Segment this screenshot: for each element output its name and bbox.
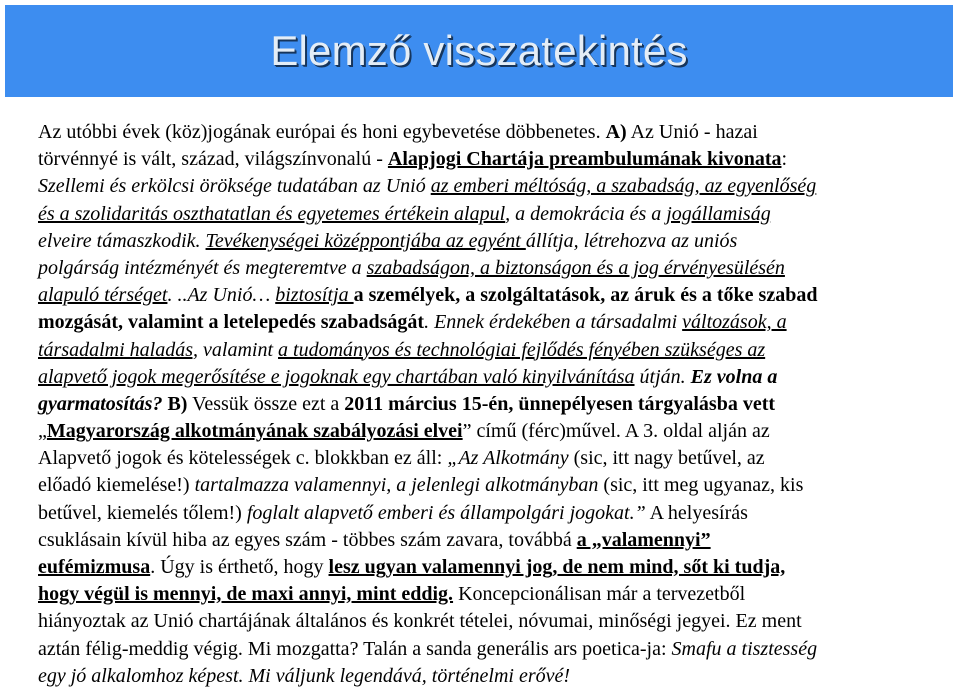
text-segment: Szellemi és erkölcsi öröksége tudatában az Unió: [38, 175, 431, 198]
text-segment: szabadságon, a biztonságon és a jog érvényesülésén: [366, 256, 785, 279]
text-segment: , a demokrácia és a: [505, 202, 667, 225]
text-segment: „Az Alkotmány: [447, 447, 569, 470]
text-line: [38, 527, 928, 554]
text-line: [38, 228, 928, 255]
text-segment: . ..Az Unió…: [167, 284, 276, 307]
text-segment: előadó kiemelése!): [38, 474, 195, 497]
text-line: [38, 337, 928, 364]
text-segment: ” című (férc)művel. A 3. oldal alján az: [462, 420, 770, 443]
text-segment: B): [167, 392, 188, 415]
text-segment: Vessük össze ezt a: [187, 392, 345, 415]
text-line: [38, 146, 928, 173]
text-segment: Alapjogi Chartája preambulumának kivonata: [387, 148, 782, 171]
text-segment: Smafu a tisztesség: [671, 637, 818, 660]
text-segment: a „valamennyi”: [576, 528, 711, 551]
text-segment: foglalt alapvető emberi és állampolgári jogokat.”: [246, 501, 646, 524]
text-segment: Magyarország alkotmányának szabályozási elvei: [46, 420, 463, 443]
text-line: [38, 255, 928, 282]
text-segment: társadalmi haladás,: [38, 338, 199, 361]
text-segment: Ez volna a: [690, 365, 778, 388]
text-segment: törvénnyé is vált, század, világszínvonalú -: [38, 148, 388, 171]
text-line: [38, 309, 928, 336]
text-line: [38, 554, 928, 581]
text-line: [38, 418, 928, 445]
text-segment: lesz ugyan valamennyi jog, de nem mind, sőt ki tudja,: [328, 556, 786, 578]
text-segment: (sic, itt nagy betűvel, az: [568, 447, 765, 470]
text-segment: útján.: [634, 365, 691, 388]
text-segment: állítja, létrehozva az uniós: [525, 229, 738, 252]
text-segment: . Ennek érdekében a társadalmi: [424, 311, 683, 334]
text-line: [38, 636, 928, 663]
text-segment: csuklásain kívül hiba az egyes szám - többes szám zavara, továbbá: [38, 528, 577, 551]
text-line: [38, 282, 928, 309]
text-segment: aztán félig-meddig végig. Mi mozgatta? Talán a sanda generális ars poetica-ja:: [38, 637, 672, 660]
text-line: [38, 472, 928, 499]
text-segment: valamint: [198, 338, 279, 361]
text-segment: tartalmazza valamennyi, a jelenlegi alkotmányban: [194, 474, 599, 497]
text-segment: a tudományos és technológiai fejlődés fényében szükséges az: [278, 338, 766, 361]
text-segment: 2011 március 15-én, ünnepélyesen tárgyalásba vett: [344, 392, 776, 415]
text-segment: jogállamiság: [666, 202, 771, 225]
text-segment: és a szolidaritás oszthatatlan és egyetemes értékein alapul: [38, 202, 506, 225]
text-segment: (sic, itt meg ugyanaz, kis: [598, 474, 804, 497]
text-segment: elveire támaszkodik.: [38, 229, 206, 252]
text-segment: A helyesírás: [645, 501, 748, 524]
body-text: [38, 119, 928, 690]
text-segment: a személyek, a szolgáltatások, az áruk és a tőke szabad: [353, 284, 818, 307]
text-segment: :: [781, 148, 788, 171]
page-title: Elemző visszatekintés: [270, 27, 688, 74]
text-segment: hogy végül is mennyi, de maxi annyi, mint eddig.: [38, 583, 454, 606]
text-segment: alapuló térséget: [38, 284, 168, 307]
text-segment: alapvető jogok megerősítése e jogoknak egy chartában való kinyilvánítása: [38, 365, 635, 388]
title-banner: [5, 5, 953, 97]
text-line: [38, 364, 928, 391]
text-line: [38, 119, 928, 146]
text-line: [38, 391, 928, 418]
text-segment: Alapvető jogok és kötelességek c. blokkban ez áll:: [38, 447, 448, 470]
text-line: [38, 445, 928, 472]
text-segment: betűvel, kiemelés tőlem!): [38, 501, 247, 524]
text-segment: . Úgy is érthető, hogy: [150, 556, 329, 578]
text-segment: eufémizmusa: [38, 556, 151, 578]
text-segment: hiányoztak az Unió chartájának általános és konkrét tételei, nóvumai, minőségi jegyei. Ez ment: [38, 610, 802, 633]
text-segment: biztosítja: [275, 284, 354, 307]
text-segment: Az Unió - hazai: [626, 121, 758, 143]
text-segment: változások, a: [682, 311, 787, 334]
text-segment: Az utóbbi évek (köz)jogának európai és honi egybevetése döbbenetes.: [38, 121, 606, 143]
text-segment: az emberi méltóság, a szabadság, az egyenlőség: [430, 175, 817, 198]
text-line: [38, 608, 928, 635]
text-segment: A): [605, 121, 627, 143]
text-segment: mozgását, valamint a letelepedés szabadságát: [38, 311, 425, 334]
text-segment: Tevékenységei középpontjába az egyént: [205, 229, 526, 252]
text-segment: Koncepcionálisan már a tervezetből: [453, 583, 746, 606]
text-segment: egy jó alkalomhoz képest. Mi váljunk legendává, történelmi erővé!: [38, 664, 571, 687]
text-segment: gyarmatosítás?: [38, 392, 163, 415]
text-segment: „: [38, 420, 47, 443]
text-line: [38, 201, 928, 228]
text-line: [38, 173, 928, 200]
text-segment: polgárság intézményét és megteremtve a: [38, 256, 367, 279]
text-line: [38, 581, 928, 608]
text-line: [38, 663, 928, 690]
text-line: [38, 500, 928, 527]
